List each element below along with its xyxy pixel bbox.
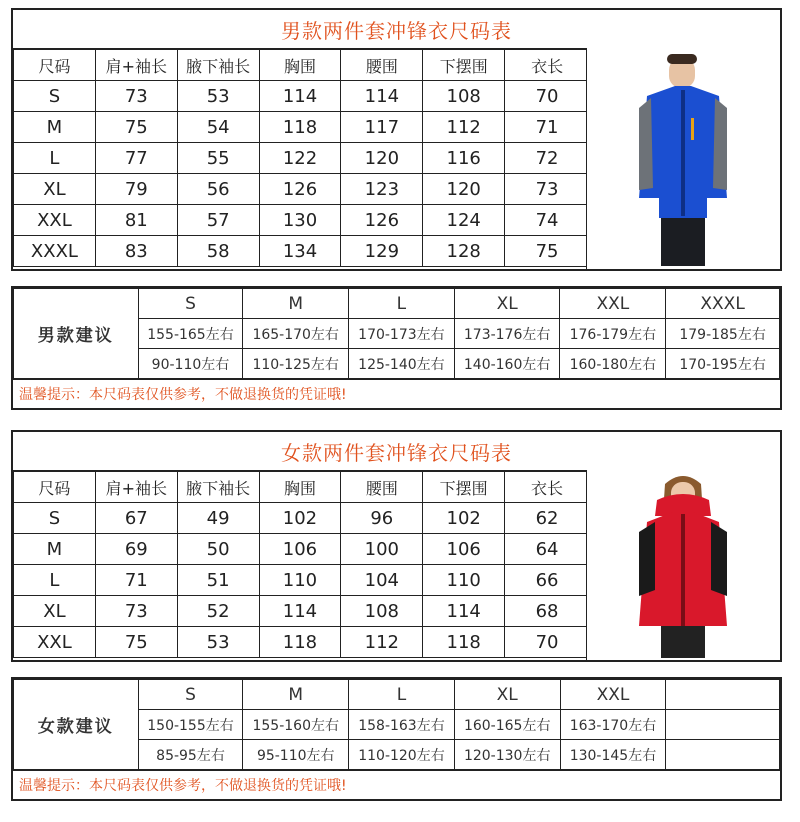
men-rec-size-row [14, 289, 780, 319]
table-cell: 75 [95, 112, 177, 143]
men-tip: 温馨提示：本尺码表仅供参考，不做退换货的凭证哦! [13, 379, 780, 408]
rec-size-cell: L [349, 289, 455, 319]
header-cell: 下摆围 [423, 50, 505, 81]
size-cell: M [14, 112, 96, 143]
rec-weight-cell: 120-130左右 [454, 740, 560, 770]
rec-size-cell: S [138, 289, 243, 319]
table-cell: 130 [259, 205, 341, 236]
header-cell: 肩+袖长 [95, 50, 177, 81]
size-cell: M [14, 534, 96, 565]
table-cell: 120 [423, 174, 505, 205]
rec-size-cell: XL [454, 680, 560, 710]
rec-size-cell: L [349, 680, 455, 710]
table-cell: 129 [341, 236, 423, 267]
rec-weight-cell: 85-95左右 [138, 740, 243, 770]
table-row [14, 143, 590, 174]
table-cell: 96 [341, 503, 423, 534]
rec-height-cell: 158-163左右 [349, 710, 455, 740]
table-row [14, 596, 590, 627]
table-cell: 56 [177, 174, 259, 205]
size-cell: XL [14, 596, 96, 627]
size-cell: S [14, 81, 96, 112]
table-row [14, 236, 590, 267]
table-cell: 54 [177, 112, 259, 143]
table-cell: 114 [341, 81, 423, 112]
table-cell: 118 [259, 112, 341, 143]
header-cell: 腋下袖长 [177, 472, 259, 503]
table-cell: 114 [423, 596, 505, 627]
table-cell: 106 [259, 534, 341, 565]
rec-weight-cell: 130-145左右 [560, 740, 666, 770]
table-cell: 108 [423, 81, 505, 112]
table-row [14, 205, 590, 236]
rec-height-cell: 150-155左右 [138, 710, 243, 740]
header-cell: 下摆围 [423, 472, 505, 503]
rec-height-cell: 160-165左右 [454, 710, 560, 740]
table-cell: 79 [95, 174, 177, 205]
rec-height-cell: 173-176左右 [454, 319, 560, 349]
table-cell: 68 [505, 596, 590, 627]
table-cell: 71 [505, 112, 590, 143]
rec-height-cell: 179-185左右 [666, 319, 780, 349]
table-cell: 58 [177, 236, 259, 267]
table-row [14, 503, 590, 534]
rec-weight-cell: 125-140左右 [349, 349, 455, 379]
table-cell: 72 [505, 143, 590, 174]
table-cell: 67 [95, 503, 177, 534]
header-cell: 胸围 [259, 472, 341, 503]
rec-size-cell [666, 680, 780, 710]
table-cell: 53 [177, 627, 259, 658]
header-cell: 尺码 [14, 472, 96, 503]
table-cell: 49 [177, 503, 259, 534]
rec-weight-cell: 140-160左右 [454, 349, 560, 379]
header-cell: 肩+袖长 [95, 472, 177, 503]
rec-height-cell: 176-179左右 [560, 319, 666, 349]
table-cell: 117 [341, 112, 423, 143]
men-size-table [13, 49, 590, 267]
table-cell: 62 [505, 503, 590, 534]
women-rec-size-row [14, 680, 780, 710]
women-size-chart [11, 430, 782, 662]
table-cell: 110 [423, 565, 505, 596]
table-cell: 73 [95, 81, 177, 112]
header-cell: 衣长 [505, 472, 590, 503]
rec-weight-cell: 170-195左右 [666, 349, 780, 379]
men-chart-title: 男款两件套冲锋衣尺码表 [13, 10, 780, 49]
rec-size-cell: XL [454, 289, 560, 319]
table-cell: 104 [341, 565, 423, 596]
table-cell: 122 [259, 143, 341, 174]
size-cell: L [14, 565, 96, 596]
table-cell: 112 [341, 627, 423, 658]
men-jacket-photo [586, 48, 780, 269]
women-tip: 温馨提示：本尺码表仅供参考，不做退换货的凭证哦! [13, 770, 780, 799]
rec-weight-cell [666, 740, 780, 770]
rec-size-cell: XXL [560, 289, 666, 319]
table-cell: 81 [95, 205, 177, 236]
table-cell: 83 [95, 236, 177, 267]
women-chart-title: 女款两件套冲锋衣尺码表 [13, 432, 780, 471]
table-cell: 69 [95, 534, 177, 565]
header-cell: 腋下袖长 [177, 50, 259, 81]
table-cell: 108 [341, 596, 423, 627]
table-cell: 126 [259, 174, 341, 205]
rec-weight-cell: 160-180左右 [560, 349, 666, 379]
table-cell: 100 [341, 534, 423, 565]
men-rec-label: 男款建议 [14, 289, 139, 379]
rec-height-cell: 170-173左右 [349, 319, 455, 349]
table-cell: 128 [423, 236, 505, 267]
rec-weight-cell: 95-110左右 [243, 740, 349, 770]
table-row [14, 534, 590, 565]
size-cell: L [14, 143, 96, 174]
table-cell: 123 [341, 174, 423, 205]
table-cell: 73 [95, 596, 177, 627]
rec-height-cell: 165-170左右 [243, 319, 349, 349]
rec-height-cell: 155-165左右 [138, 319, 243, 349]
table-row [14, 565, 590, 596]
rec-height-cell [666, 710, 780, 740]
rec-size-cell: XXL [560, 680, 666, 710]
women-table-header [14, 472, 590, 503]
rec-size-cell: S [138, 680, 243, 710]
rec-weight-cell: 110-125左右 [243, 349, 349, 379]
women-rec-label: 女款建议 [14, 680, 139, 770]
table-cell: 55 [177, 143, 259, 174]
table-cell: 70 [505, 627, 590, 658]
table-cell: 73 [505, 174, 590, 205]
rec-size-cell: M [243, 680, 349, 710]
men-size-chart [11, 8, 782, 271]
rec-weight-cell: 110-120左右 [349, 740, 455, 770]
table-cell: 75 [505, 236, 590, 267]
table-row [14, 627, 590, 658]
table-cell: 102 [259, 503, 341, 534]
table-cell: 53 [177, 81, 259, 112]
women-recommendation [11, 677, 782, 801]
table-cell: 114 [259, 81, 341, 112]
man-in-blue-jacket-illustration [587, 48, 779, 269]
table-row [14, 112, 590, 143]
women-rec-table [13, 679, 780, 770]
women-size-table [13, 471, 590, 658]
header-cell: 衣长 [505, 50, 590, 81]
table-cell: 75 [95, 627, 177, 658]
table-cell: 57 [177, 205, 259, 236]
table-cell: 110 [259, 565, 341, 596]
table-cell: 50 [177, 534, 259, 565]
rec-weight-cell: 90-110左右 [138, 349, 243, 379]
table-cell: 74 [505, 205, 590, 236]
woman-in-red-jacket-illustration [587, 470, 779, 660]
women-jacket-photo [586, 470, 780, 660]
table-cell: 102 [423, 503, 505, 534]
table-cell: 64 [505, 534, 590, 565]
rec-height-cell: 155-160左右 [243, 710, 349, 740]
table-cell: 106 [423, 534, 505, 565]
table-cell: 114 [259, 596, 341, 627]
rec-size-cell: XXXL [666, 289, 780, 319]
size-cell: XXXL [14, 236, 96, 267]
men-rec-table [13, 288, 780, 379]
size-cell: XXL [14, 627, 96, 658]
table-cell: 77 [95, 143, 177, 174]
rec-height-cell: 163-170左右 [560, 710, 666, 740]
table-row [14, 174, 590, 205]
header-cell: 胸围 [259, 50, 341, 81]
table-row [14, 81, 590, 112]
men-table-header [14, 50, 590, 81]
table-cell: 116 [423, 143, 505, 174]
table-cell: 66 [505, 565, 590, 596]
table-cell: 52 [177, 596, 259, 627]
table-cell: 112 [423, 112, 505, 143]
size-cell: S [14, 503, 96, 534]
table-cell: 124 [423, 205, 505, 236]
table-cell: 120 [341, 143, 423, 174]
table-cell: 70 [505, 81, 590, 112]
header-cell: 腰围 [341, 472, 423, 503]
size-cell: XXL [14, 205, 96, 236]
table-cell: 134 [259, 236, 341, 267]
header-cell: 尺码 [14, 50, 96, 81]
table-cell: 118 [259, 627, 341, 658]
size-cell: XL [14, 174, 96, 205]
table-cell: 71 [95, 565, 177, 596]
table-cell: 51 [177, 565, 259, 596]
men-recommendation [11, 286, 782, 410]
header-cell: 腰围 [341, 50, 423, 81]
table-cell: 118 [423, 627, 505, 658]
table-cell: 126 [341, 205, 423, 236]
rec-size-cell: M [243, 289, 349, 319]
